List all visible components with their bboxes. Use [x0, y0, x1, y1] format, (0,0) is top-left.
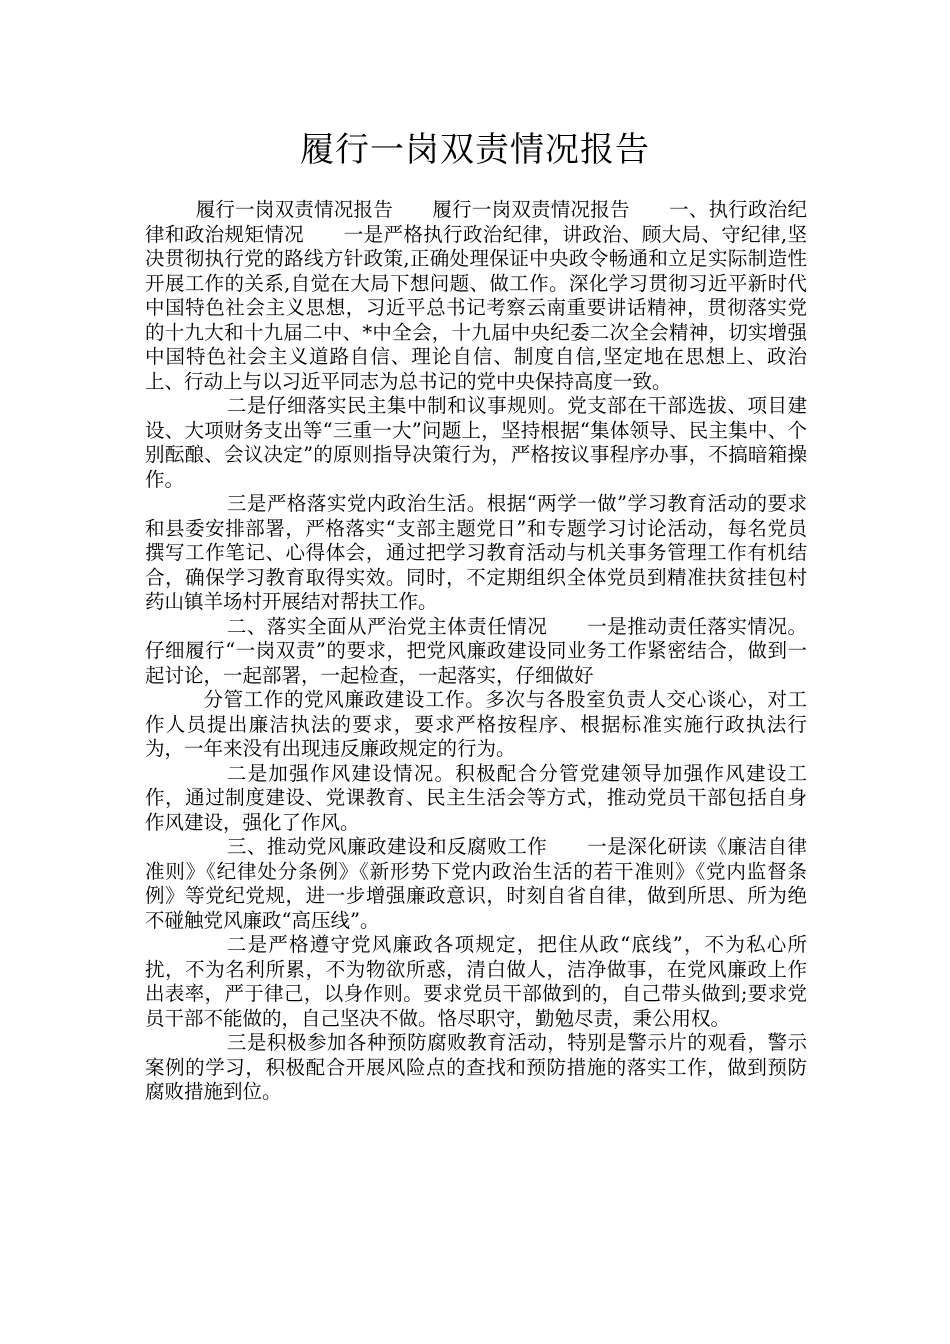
paragraph-6: 二是加强作风建设情况。积极配合分管党建领导加强作风建设工作，通过制度建设、党课教育、民主生活会等方式，推动党员干部包括自身作风建设，强化了作风。: [145, 761, 807, 834]
paragraph-9: 三是积极参加各种预防腐败教育活动，特别是警示片的观看，警示案例的学习，积极配合开展风险点的查找和预防措施的落实工作，做到预防腐败措施到位。: [145, 1031, 807, 1103]
paragraph-2: 二是仔细落实民主集中制和议事规则。党支部在干部选拔、项目建设、大项财务支出等“三重一大”问题上，坚持根据“集体领导、民主集中、个别酝酿、会议决定”的原则指导决策行为，严格按议事程序办事，不搞暗箱操作。: [145, 394, 807, 491]
paragraph-4: 二、落实全面从严治党主体责任情况 一是推动责任落实情况。仔细履行“一岗双责”的要求，把党风廉政建设同业务工作紧密结合，做到一起讨论，一起部署，一起检查，一起落实，仔细做好: [145, 614, 807, 687]
document-body: [145, 198, 807, 1105]
paragraph-8: 二是严格遵守党风廉政各项规定，把住从政“底线”，不为私心所扰，不为名利所累，不为物欲所惑，清白做人，洁净做事，在党风廉政上作出表率，严于律己，以身作则。要求党员干部做到的，自己带头做到;要求党员干部不能做的，自己坚决不做。恪尽职守，勤勉尽责，秉公用权。: [145, 933, 807, 1030]
paragraph-3: 三是严格落实党内政治生活。根据“两学一做”学习教育活动的要求和县委安排部署，严格落实“支部主题党日”和专题学习讨论活动，每名党员撰写工作笔记、心得体会，通过把学习教育活动与机关事务管理工作有机结合，确保学习教育取得实效。同时，不定期组织全体党员到精准扶贫挂包村药山镇羊场村开展结对帮扶工作。: [145, 492, 807, 613]
paragraph-1: 履行一岗双责情况报告 履行一岗双责情况报告 一、执行政治纪律和政治规矩情况 一是严格执行政治纪律，讲政治、顾大局、守纪律,坚决贯彻执行党的路线方针政策,正确处理保证中央政令畅通和立足实际制造性开展工作的关系,自觉在大局下想问题、做工作。深化学习贯彻习近平新时代中国特色社会主义思想，习近平总书记考察云南重要讲话精神，贯彻落实党的十九大和十九届二中、*中全会，十九届中央纪委二次全会精神，切实增强中国特色社会主义道路自信、理论自信、制度自信,坚定地在思想上、政治上、行动上与以习近平同志为总书记的党中央保持高度一致。: [145, 198, 807, 393]
paragraph-7: 三、推动党风廉政建设和反腐败工作 一是深化研读《廉洁自律准则》《纪律处分条例》《新形势下党内政治生活的若干准则》《党内监督条例》等党纪党规，进一步增强廉政意识，时刻自省自律，做到所思、所为绝不碰触党风廉政“高压线”。: [145, 835, 807, 932]
paragraph-5: 分管工作的党风廉政建设工作。多次与各股室负责人交心谈心，对工作人员提出廉洁执法的要求，要求严格按程序、根据标准实施行政执法行为，一年来没有出现违反廉政规定的行为。: [145, 688, 807, 760]
document-title: 履行一岗双责情况报告: [300, 130, 650, 170]
